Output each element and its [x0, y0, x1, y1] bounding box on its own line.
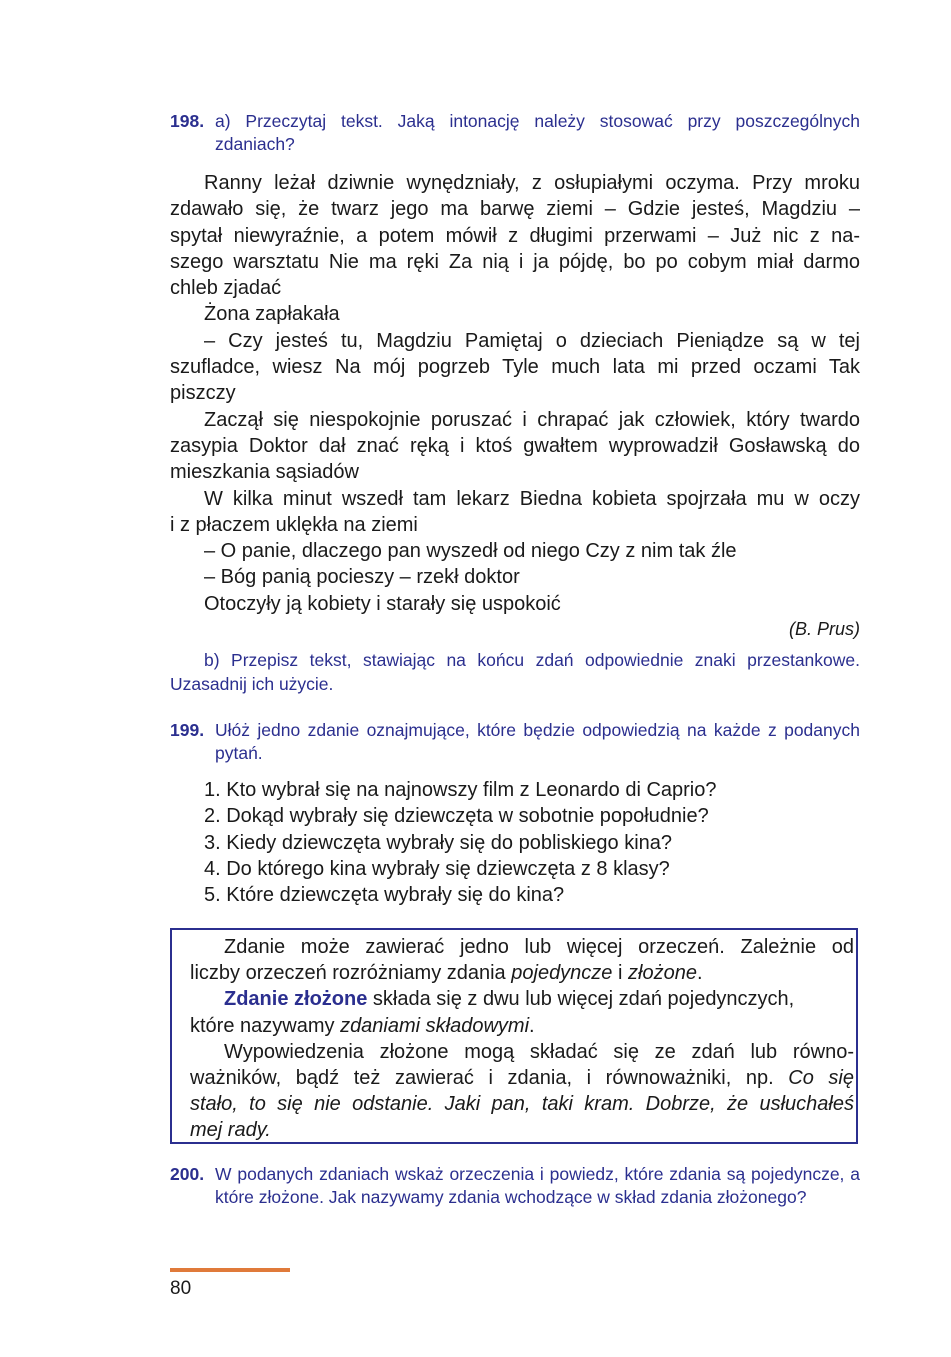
- passage-line: Ranny leżał dziwnie wynędzniały, z osłupiałymi oczyma. Przy mroku: [204, 172, 860, 194]
- rule-text: [190, 934, 854, 1144]
- rule-term-italic: pojedyncze: [511, 962, 613, 985]
- passage-line: – O panie, dlaczego pan wyszedł od niego Czy z nim tak źle: [204, 540, 737, 563]
- task-198-prompt-b: [170, 648, 860, 696]
- author-attribution: (B. Prus): [788, 619, 860, 639]
- task-200-prompt: [170, 1163, 860, 1209]
- rule-line: [190, 986, 854, 1012]
- rule-text-span: ważników, bądź też zawierać i zdania, i równoważniki, np.: [190, 1067, 789, 1090]
- rule-line: [190, 1065, 854, 1091]
- rule-line: Wypowiedzenia złożone mogą składać się ze zdań lub równo-: [224, 1040, 854, 1063]
- page-number-rule: [170, 1268, 290, 1272]
- passage-line: chleb zjadać: [170, 277, 282, 300]
- passage-line: Zaczął się niespokojnie poruszać i chrapać jak człowiek, który twardo: [204, 408, 860, 431]
- list-item: 2. Dokąd wybrały się dziewczęta w sobotnie popołudnie?: [204, 805, 709, 828]
- passage-line: zdawało się, że twarz jego ma barwę ziemi – Gdzie jesteś, Magdziu –: [170, 198, 860, 221]
- task-number: 200.: [170, 1164, 205, 1184]
- rule-text-span: .: [696, 962, 703, 985]
- passage-line: – Bóg panią pocieszy – rzekł doktor: [204, 566, 520, 589]
- passage-line: – Czy jesteś tu, Magdziu Pamiętaj o dzieciach Pieniądze są w tej: [204, 329, 860, 352]
- rule-text-span: które nazywamy: [190, 1014, 341, 1037]
- list-item: 1. Kto wybrał się na najnowszy film z Leonardo di Caprio?: [204, 779, 717, 801]
- page-number: 80: [170, 1278, 192, 1299]
- passage-line: Otoczyły ją kobiety i starały się uspokoić: [204, 592, 561, 615]
- passage-line: szego warsztatu Nie ma ręki Za nią i ja pójdę, bo po cobym miał darmo: [170, 250, 860, 273]
- rule-line: Zdanie może zawierać jedno lub więcej orzeczeń. Zależnie od: [224, 936, 854, 958]
- list-item: 3. Kiedy dziewczęta wybrały się do pobliskiego kina?: [204, 831, 673, 854]
- rule-text-span: składa się z dwu lub więcej zdań pojedynczych,: [367, 988, 795, 1011]
- rule-example-italic: Co się: [788, 1067, 854, 1090]
- passage-line: spytał niewyraźnie, a potem mówił z długimi przerwami – Już nic z na-: [170, 224, 860, 247]
- task-number: 198.: [170, 111, 205, 131]
- passage-line: szufladce, wiesz Na mój pogrzeb Tyle much lata mi przed oczami Tak: [170, 356, 860, 379]
- task-text: W podanych zdaniach wskaż orzeczenia i powiedz, które zdania są pojedyncze, a które złożone. Jak nazywamy zdania wchodzące w skład zdania złożonego?: [215, 1164, 860, 1207]
- rule-term-italic: złożone: [628, 962, 697, 985]
- passage-line: piszczy: [170, 382, 236, 405]
- rule-text-span: .: [529, 1014, 535, 1037]
- list-item: 4. Do którego kina wybrały się dziewczęta z 8 klasy?: [204, 857, 670, 880]
- rule-example-italic: stało, to się nie odstanie. Jaki pan, taki kram. Dobrze, że usłuchałeś: [190, 1093, 854, 1116]
- passage-line: zasypia Doktor dał znać ręką i ktoś gwałtem wyprowadził Gosławską do: [170, 434, 860, 457]
- list-item: 5. Które dziewczęta wybrały się do kina?: [204, 884, 565, 907]
- task-text: b) Przepisz tekst, stawiając na końcu zdań odpowiednie znaki przestankowe.: [204, 650, 860, 670]
- rule-term-bold: Zdanie złożone: [224, 988, 368, 1011]
- task-text: Ułóż jedno zdanie oznajmujące, które będzie odpowiedzią na każde z podanych pytań.: [215, 720, 860, 763]
- question-list: [204, 777, 860, 908]
- rule-line: [190, 1013, 854, 1039]
- passage-line: i z płaczem uklękła na ziemi: [170, 513, 418, 536]
- passage-line: mieszkania sąsiadów: [170, 461, 359, 484]
- passage-line: W kilka minut wszedł tam lekarz Biedna kobieta spojrzała mu w oczy: [204, 487, 860, 510]
- rule-text-span: liczby orzeczeń rozróżniamy zdania: [190, 962, 512, 985]
- rule-term-italic: zdaniami składowymi: [340, 1014, 530, 1037]
- rule-example-italic: mej rady.: [190, 1119, 271, 1142]
- task-199-prompt: [170, 719, 860, 765]
- passage-line: Żona zapłakała: [204, 303, 340, 326]
- task-number: 199.: [170, 720, 205, 740]
- rule-box: [170, 928, 858, 1144]
- task-198-prompt: [170, 110, 860, 156]
- task-text: Uzasadnij ich użycie.: [170, 674, 334, 694]
- task-text: a) Przeczytaj tekst. Jaką intonację należy stosować przy poszczególnych zdaniach?: [215, 111, 860, 154]
- passage: [170, 170, 860, 617]
- rule-text-span: i: [612, 962, 628, 985]
- rule-line: [190, 960, 854, 986]
